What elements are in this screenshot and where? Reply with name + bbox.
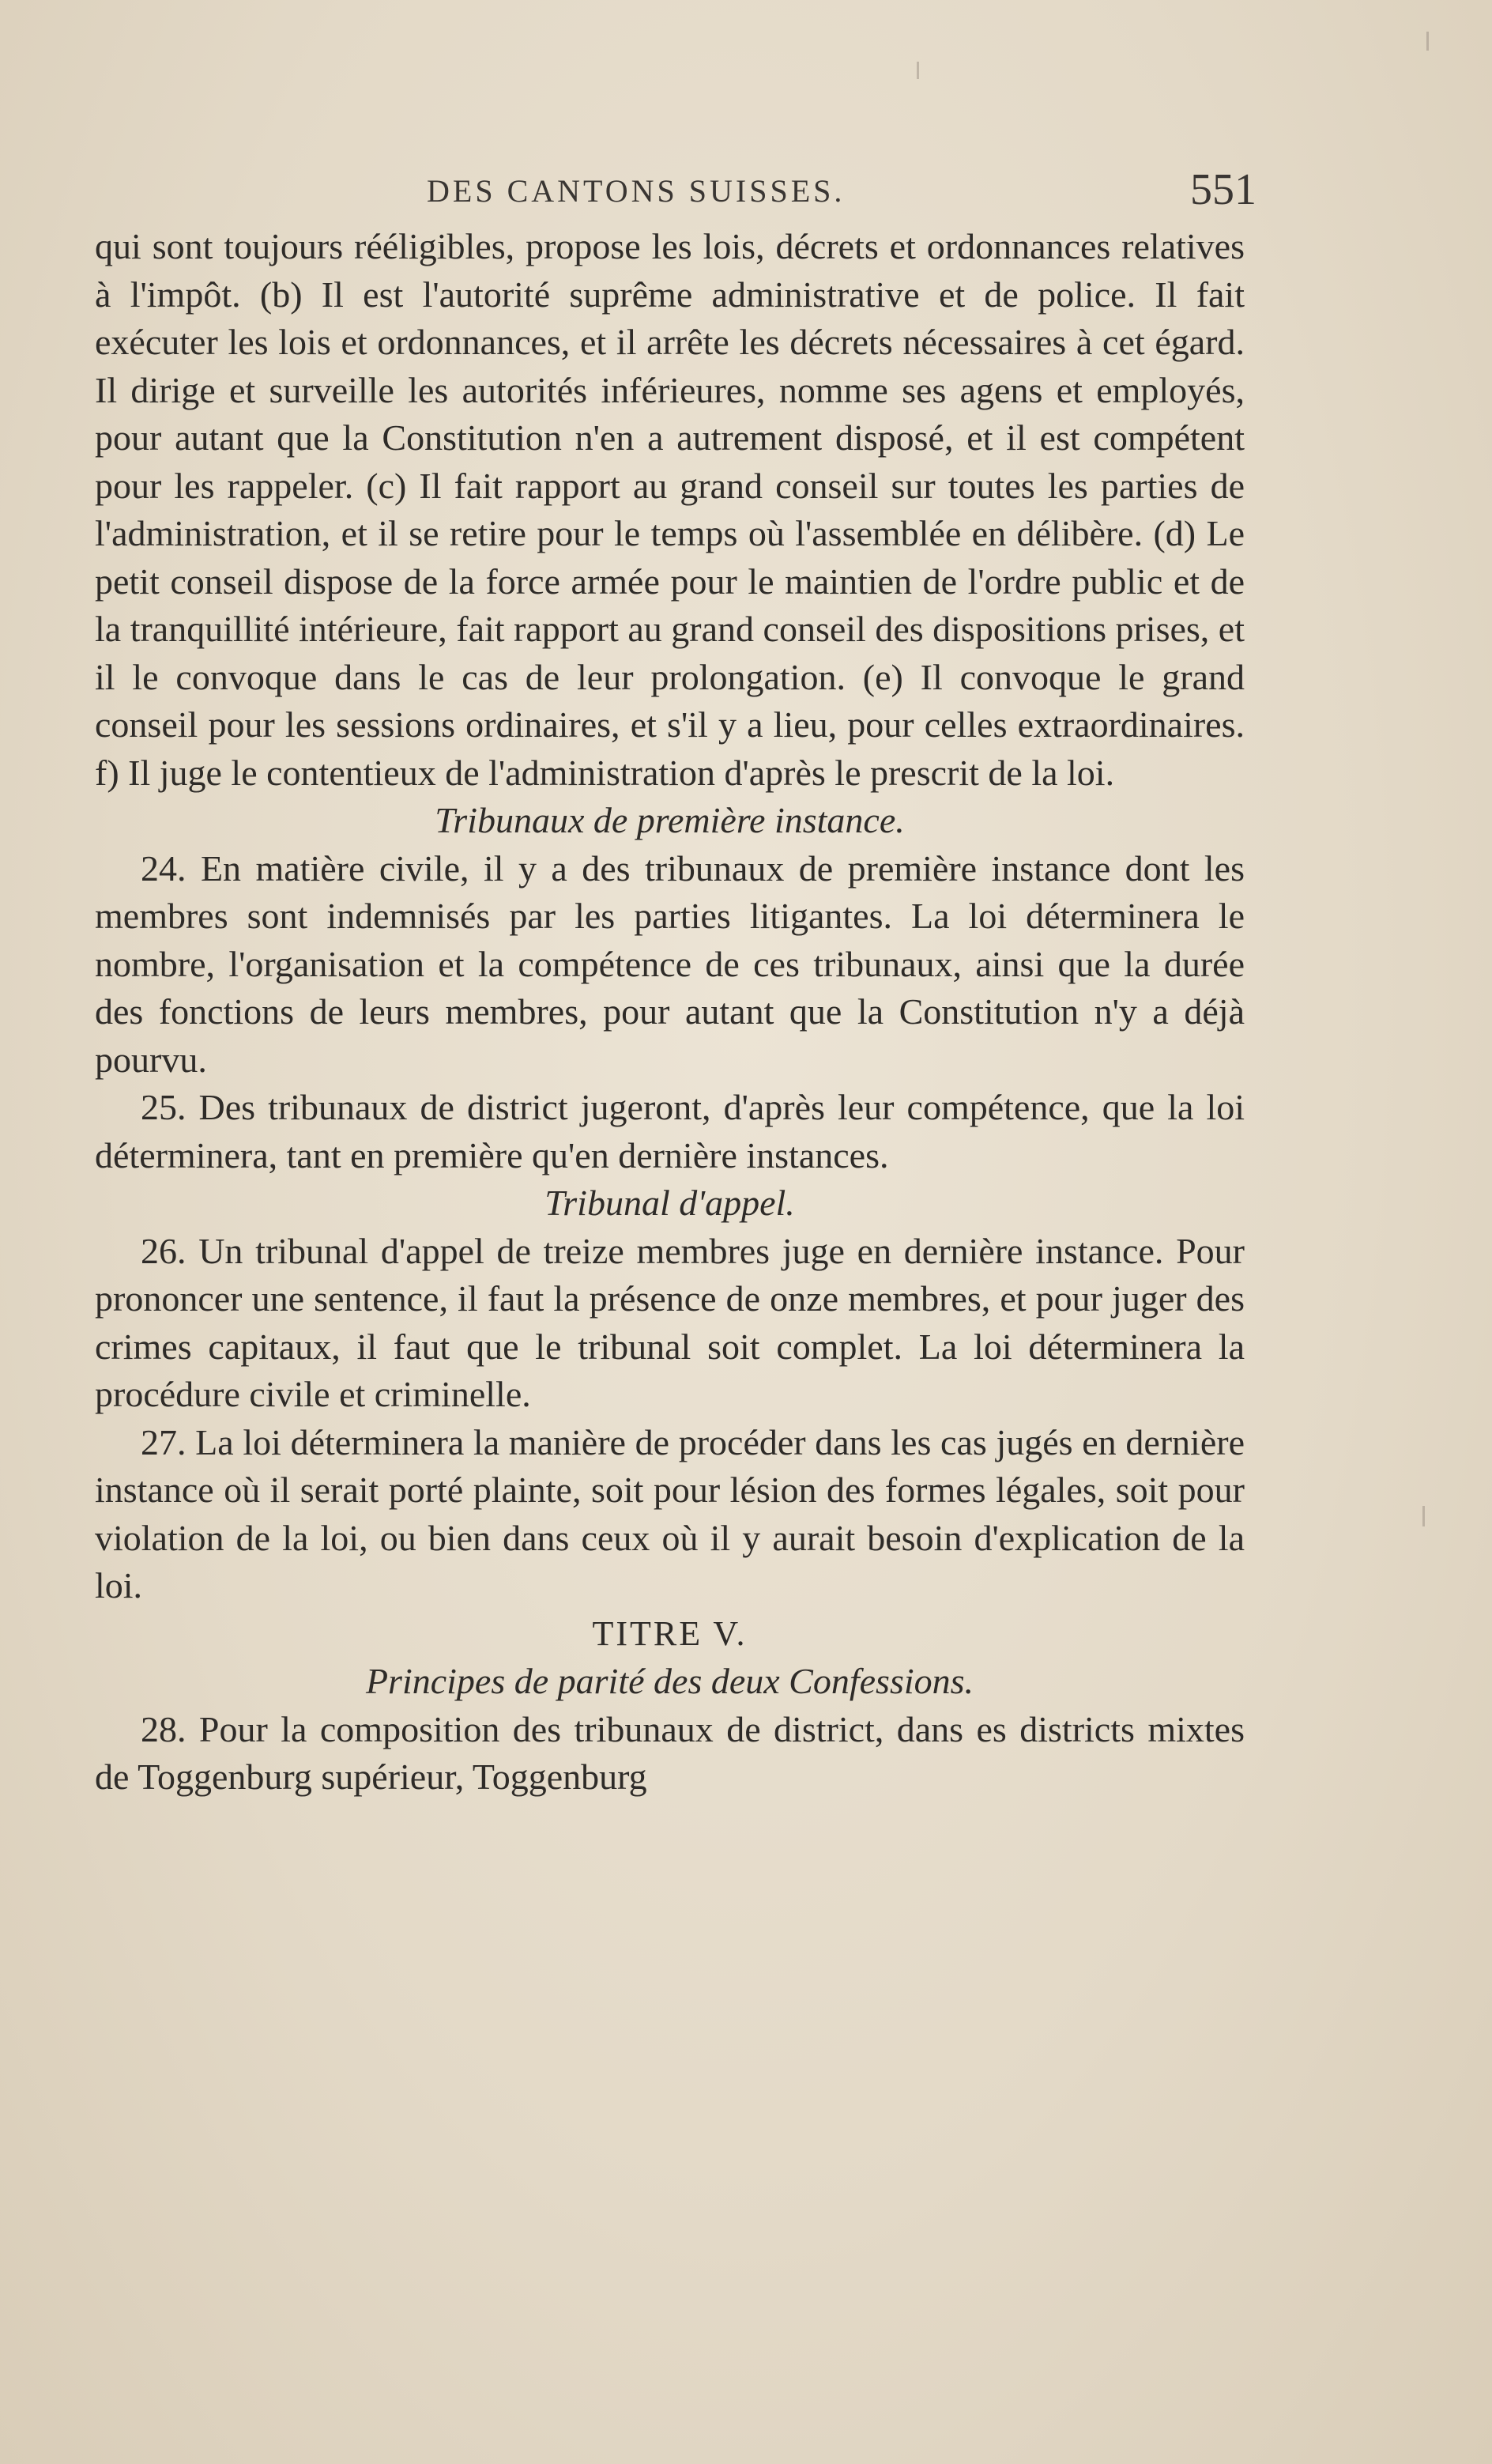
article-28: 28. Pour la composition des tribunaux de district, dans es districts mixtes de Toggenburg supérieur, Toggenburg <box>95 1708 1245 1797</box>
section-heading-appeal-court: Tribunal d'appel. <box>544 1183 795 1223</box>
article-24: 24. En matière civile, il y a des tribunaux de première instance dont les membres sont indemnisés par les parties litigantes. La loi déterminera le nombre, l'organisation et la compétence de ces tribunaux, ainsi que la durée des fonctions de leurs membres, pour autant que la Constitution n'y a déjà pourvu. <box>95 847 1245 1080</box>
title-subheading: Principes de parité des deux Confessions. <box>365 1661 974 1701</box>
ink-speck <box>917 62 919 79</box>
section-heading-first-instance: Tribunaux de première instance. <box>435 800 905 840</box>
article-25: 25. Des tribunaux de district jugeront, d'après leur compétence, que la loi déterminera, tant en première qu'en dernière instances. <box>95 1087 1245 1175</box>
page-number: 551 <box>1190 165 1257 214</box>
article-26: 26. Un tribunal d'appel de treize membres juge en dernière instance. Pour prononcer une sentence, il faut la présence de onze membres, et pour juger des crimes capitaux, il faut que le tribunal soit complet. La loi déterminera la procédure civile et criminelle. <box>95 1230 1245 1414</box>
ink-speck <box>1422 1506 1425 1526</box>
title-heading: TITRE V. <box>592 1613 748 1653</box>
body-text <box>95 223 1245 1802</box>
paragraph-continuation: qui sont toujours rééligibles, propose les lois, décrets et ordonnances relatives à l'impôt. (b) Il est l'autorité suprême administrative et de police. Il fait exécuter les lois et ordonnances, et il arrête les décrets nécessaires à cet égard. Il dirige et surveille les autorités inférieures, nomme ses agens et employés, pour autant que la Constitution n'en a autrement disposé, et il est compétent pour les rappeler. (c) Il fait rapport au grand conseil sur toutes les parties de l'administration, et il se retire pour le temps où l'assemblée en délibère. (d) Le petit conseil dispose de la force armée pour le maintien de l'ordre public et de la tranquillité intérieure, fait rapport au grand conseil des dispositions prises, et il le convoque dans le cas de leur prolongation. (e) Il convoque le grand conseil pour les sessions ordinaires, et s'il y a lieu, pour celles extraordinaires. f) Il juge le contentieux de l'administration d'après le prescrit de la loi. <box>95 226 1245 793</box>
running-title: DES CANTONS SUISSES. <box>427 173 846 209</box>
page-header <box>103 165 1257 228</box>
ink-speck <box>1426 32 1429 51</box>
article-27: 27. La loi déterminera la manière de procéder dans les cas jugés en dernière instance où il serait porté plainte, soit pour lésion des formes légales, soit pour violation de la loi, ou bien dans ceux où il y aurait besoin d'explication de la loi. <box>95 1421 1245 1606</box>
